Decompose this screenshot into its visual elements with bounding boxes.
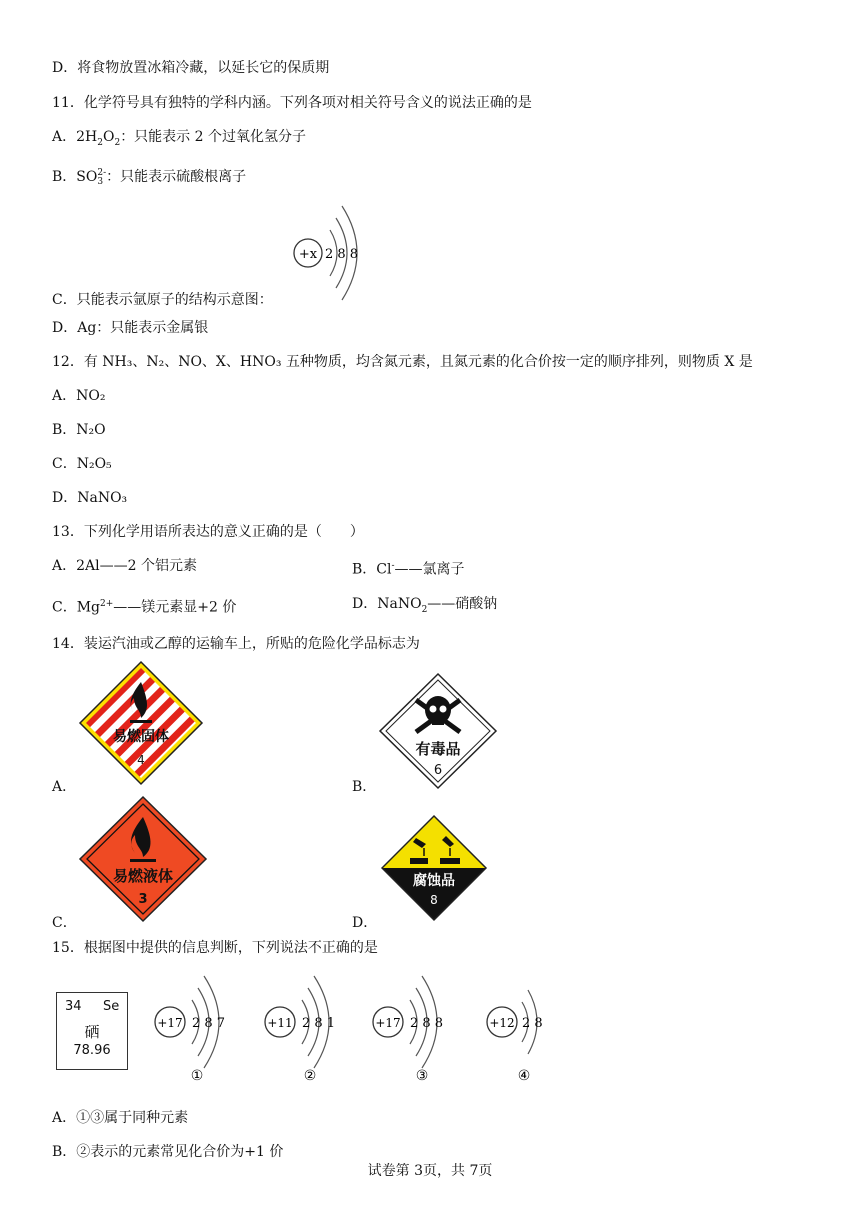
atom-4-shells: 2 8 bbox=[522, 1016, 543, 1031]
q14-option-c: C． bbox=[52, 915, 77, 931]
q15-option-b: B．②表示的元素常见化合价为+1 价 bbox=[52, 1144, 284, 1160]
atom-3-label: ③ bbox=[415, 1068, 429, 1084]
q15-option-a: A．①③属于同种元素 bbox=[52, 1110, 189, 1126]
toxic-label: 有毒品 bbox=[415, 740, 461, 758]
flammable-solid-label: 易燃固体 bbox=[113, 729, 169, 745]
atom-diagram-2 bbox=[262, 970, 352, 1084]
atom-3-nucleus: +17 bbox=[375, 1016, 401, 1030]
q11-option-d: D．Ag：只能表示金属银 bbox=[52, 320, 209, 336]
argon-shells: 2 8 8 bbox=[325, 247, 359, 262]
atom-2-shells: 2 8 1 bbox=[302, 1016, 336, 1031]
q12-option-a: A．NO₂ bbox=[52, 388, 106, 404]
toxic-sign bbox=[378, 672, 498, 794]
q13-option-b: B．Cl-——氯离子 bbox=[352, 561, 465, 578]
q11-option-a: A．$2H_2O_2$：只能表示 2 个过氧化氢分子 bbox=[52, 129, 306, 148]
q15-stem: 15．根据图中提供的信息判断，下列说法不正确的是 bbox=[52, 940, 378, 956]
corrosive-label: 腐蚀品 bbox=[413, 873, 455, 889]
q12-option-d: D．NaNO₃ bbox=[52, 490, 128, 506]
q12-option-c: C．N₂O₅ bbox=[52, 456, 112, 472]
q14-option-d: D． bbox=[352, 915, 378, 931]
element-card-selenium bbox=[56, 992, 128, 1070]
atom-1-shells: 2 8 7 bbox=[192, 1016, 226, 1031]
atom-diagram-4 bbox=[484, 970, 564, 1084]
argon-nucleus: +x bbox=[298, 247, 318, 262]
flammable-solid-sign bbox=[78, 660, 204, 790]
q13-option-a: A．2Al——2 个铝元素 bbox=[52, 558, 197, 574]
q13-option-d: D．NaNO$_2$——硝酸钠 bbox=[352, 596, 498, 615]
q13-stem: 13．下列化学用语所表达的意义正确的是（ ） bbox=[52, 524, 364, 540]
q14-option-a: A． bbox=[52, 779, 77, 795]
q14-option-b: B． bbox=[352, 779, 377, 795]
atom-1-label: ① bbox=[190, 1068, 204, 1084]
q11-option-b: B．SO 2- 3 ：只能表示硫酸根离子 bbox=[52, 168, 247, 187]
element-atomic-mass: 78.96 bbox=[73, 1043, 111, 1058]
flammable-solid-class: 4 bbox=[137, 753, 145, 767]
argon-atom-diagram bbox=[292, 200, 382, 304]
atom-3-shells: 2 8 8 bbox=[410, 1016, 444, 1031]
q10-option-d: D．将食物放置冰箱冷藏，以延长它的保质期 bbox=[52, 60, 330, 76]
q11-stem: 11．化学符号具有独特的学科内涵。下列各项对相关符号含义的说法正确的是 bbox=[52, 95, 532, 111]
q12-option-b: B．N₂O bbox=[52, 422, 106, 438]
flammable-liquid-class: 3 bbox=[138, 892, 148, 907]
atom-1-nucleus: +17 bbox=[157, 1016, 183, 1030]
atom-2-nucleus: +11 bbox=[267, 1016, 293, 1030]
element-atomic-number: 34 bbox=[65, 999, 82, 1014]
atom-4-nucleus: +12 bbox=[489, 1016, 515, 1030]
atom-2-label: ② bbox=[303, 1068, 317, 1084]
q14-stem: 14．装运汽油或乙醇的运输车上，所贴的危险化学品标志为 bbox=[52, 636, 420, 652]
element-name: 硒 bbox=[84, 1023, 100, 1041]
corrosive-class: 8 bbox=[430, 893, 438, 907]
corrosive-sign bbox=[380, 814, 488, 926]
atom-4-label: ④ bbox=[517, 1068, 531, 1084]
q11-option-c: C．只能表示氩原子的结构示意图： bbox=[52, 292, 273, 308]
flammable-liquid-sign bbox=[78, 795, 208, 927]
atom-diagram-3 bbox=[370, 970, 460, 1084]
element-symbol: Se bbox=[103, 999, 120, 1014]
page-footer: 试卷第 3页，共 7页 bbox=[367, 1163, 493, 1179]
toxic-class: 6 bbox=[433, 763, 443, 778]
q12-stem: 12．有 NH₃、N₂、NO、X、HNO₃ 五种物质，均含氮元素，且氮元素的化合价按一定的顺序排列，则物质 X 是 bbox=[52, 354, 753, 370]
atom-diagram-1 bbox=[152, 970, 242, 1084]
flammable-liquid-label: 易燃液体 bbox=[112, 867, 174, 885]
q13-option-c: C．$Mg^{2+}——$镁元素显+2 价 bbox=[52, 599, 237, 616]
